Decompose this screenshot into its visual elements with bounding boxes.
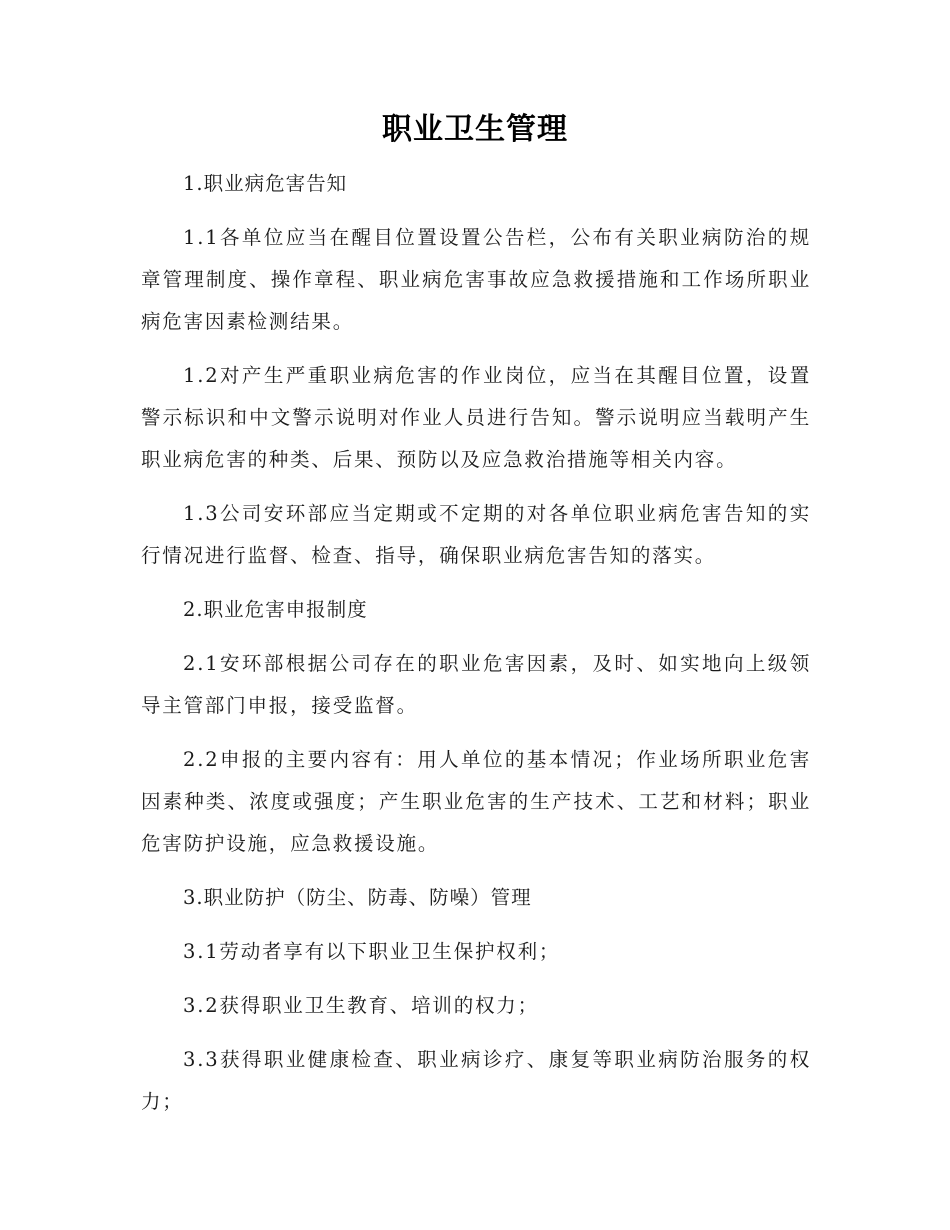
section-heading-2: 2.职业危害申报制度: [183, 598, 368, 621]
paragraph-1-3: 1.3公司安环部应当定期或不定期的对各单位职业病危害告知的实行情况进行监督、检查、指导，确保职业病危害告知的落实。: [141, 502, 811, 567]
paragraph-3-2: 3.2获得职业卫生教育、培训的权力；: [183, 994, 539, 1017]
document-body: [141, 163, 811, 1135]
paragraph-3-3: 3.3获得职业健康检查、职业病诊疗、康复等职业病防治服务的权力；: [141, 1048, 811, 1113]
document-title: 职业卫生管理: [382, 112, 568, 147]
section-heading-3: 3.职业防护（防尘、防毒、防噪）管理: [183, 886, 532, 909]
section-heading-1: 1.职业病危害告知: [183, 172, 348, 195]
paragraph-1-2: 1.2对产生严重职业病危害的作业岗位，应当在其醒目位置，设置警示标识和中文警示说明对作业人员进行告知。警示说明应当载明产生职业病危害的种类、后果、预防以及应急救治措施等相关内容。: [141, 364, 811, 471]
paragraph-2-1: 2.1安环部根据公司存在的职业危害因素，及时、如实地向上级领导主管部门申报，接受监督。: [141, 652, 811, 717]
paragraph-2-2: 2.2申报的主要内容有：用人单位的基本情况；作业场所职业危害因素种类、浓度或强度；产生职业危害的生产技术、工艺和材料；职业危害防护设施，应急救援设施。: [141, 748, 811, 855]
paragraph-1-1: 1.1各单位应当在醒目位置设置公告栏，公布有关职业病防治的规章管理制度、操作章程、职业病危害事故应急救援措施和工作场所职业病危害因素检测结果。: [141, 226, 811, 333]
paragraph-3-1: 3.1劳动者享有以下职业卫生保护权利；: [183, 940, 561, 963]
